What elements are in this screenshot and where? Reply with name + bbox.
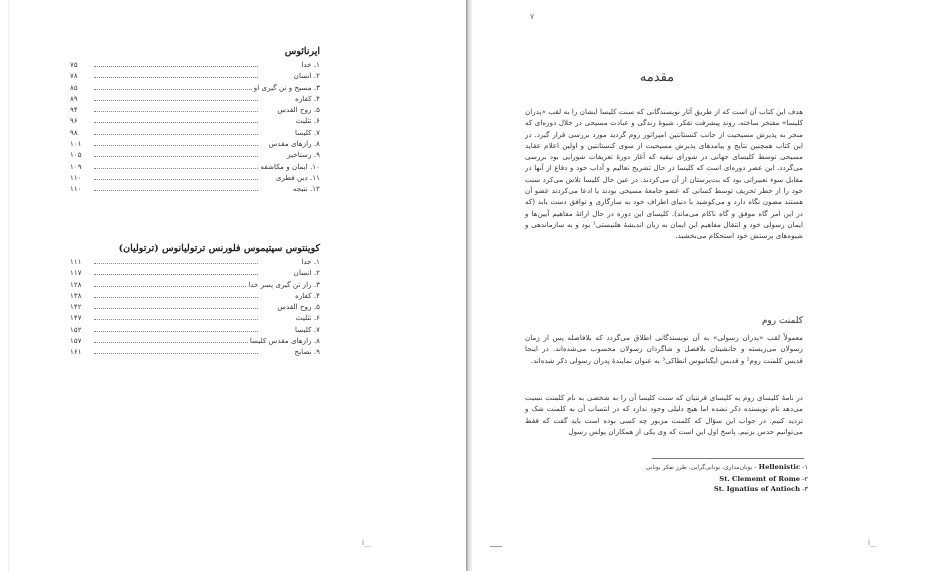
toc-entry-label: ۲. انسان [293,268,320,278]
toc-dot-leader [94,134,258,135]
toc-entry[interactable] [60,104,320,115]
toc-entry-label: ۸. رازهای مقدس کلیسا [249,336,320,346]
toc-entry[interactable] [60,82,320,93]
toc-dot-leader [94,111,258,112]
toc-entry[interactable] [60,279,320,290]
toc-section [60,242,320,358]
toc-entry-label: ۵. روح القدس [277,302,320,312]
toc-entry[interactable] [60,138,320,149]
footnote-item: ۳- St. Ignatius of Antioch [713,485,808,493]
toc-page-number: ۱۱۱ [70,257,82,266]
toc-entry[interactable] [60,267,320,278]
toc-dot-leader [94,168,258,169]
footnote-definition: یونان‌مداری، یونانی‌گرایی، طرز تفکر یونانی [645,464,753,471]
toc-entry-label: ۷. کلیسا [294,324,320,334]
toc-page-number: ۱۴۷ [70,313,82,323]
footnote-marker: ۲ [804,474,808,483]
toc-entry-label: ۶. تثلیث [295,313,320,323]
chapter-heading: مقدمه [639,70,675,85]
toc-page-number: ۱۱۷ [70,268,82,278]
toc-dot-leader [94,274,258,275]
toc-page-number: ۱۵۲ [70,324,82,334]
paragraph-2: معمولاً لقب «پدران رسولی» به آن نویسندگانی اطلاق می‌گردد که بلافاصله پس از زمان رسولان می‌زیسته و جانشینان بلافصل و شاگردان رسولان محسوب می‌شده‌اند. در اینجا قدیس کلمنت روم² و قدیس ایگناتیوس انطاکی³ به عنوان نمایندهٔ پدران رسولی ذکر شده‌اند. [525,333,803,365]
toc-entry-label: ۹. رستاخیز [287,150,320,160]
toc-page-number: ۹۶ [70,116,78,126]
footnote-rule [652,458,804,459]
footnote-latin-term: Hellenistic [758,463,801,471]
toc-dot-leader [94,263,258,264]
toc-dot-leader [94,156,258,157]
toc-entry[interactable] [60,256,320,267]
toc-section [60,45,320,195]
toc-entry[interactable] [60,115,320,126]
toc-dot-leader [94,353,258,354]
toc-entry-label: ۱۰. ایمان و مکاشفه [260,161,320,171]
toc-entry-label: ۱۲. نتیجه [292,184,320,194]
toc-dot-leader [94,308,258,309]
toc-entry-label: ۱۱. دین فطری [275,172,320,182]
toc-page-number: ۱۳۸ [70,290,82,300]
toc-dot-leader [94,66,258,67]
right-page [472,0,932,571]
footnote-latin-term: St. Clememt of Rome [719,474,801,483]
toc-entry[interactable] [60,324,320,335]
toc-dot-leader [94,342,258,343]
toc-entry[interactable] [60,301,320,312]
paragraph-3: در نامهٔ کلیسای روم به کلیسای قرنتیان که سنت کلیسا آن را به شخصی به نام کلمنت نسبت می‌دهد نام نویسنده ذکر نشده اما هیچ دلیلی وجود ندارد که در انتساب آن به کلمنت شک و تردید کنیم. در جواب این سؤال که کلمنت مزبور چه کسی بوده است باید گفت که فقط می‌توانیم حدس بزنیم. پاسخ اول این است که وی یکی از همکاران پولس رسول [525,393,803,436]
toc-entry[interactable] [60,172,320,183]
toc-page-number: ۱۰۹ [70,161,82,171]
toc-entry-label: ۶. تثلیث [295,116,320,126]
toc-entry[interactable] [60,290,320,301]
toc-entry[interactable] [60,335,320,346]
page-footer-mark: ا__ [362,539,371,547]
toc-section-title: کوینتوس سپتیموس فلورنس ترتولیانوس (ترتولیان) [118,243,320,254]
toc-entry[interactable] [60,149,320,160]
toc-page-number: ۱۶۱ [70,347,82,357]
toc-entry-label: ۲. انسان [293,71,320,81]
toc-entry-label: ۴. کفاره [295,93,320,103]
page-edge [8,0,9,571]
toc-entry[interactable] [60,161,320,172]
toc-dot-leader [94,122,258,123]
toc-dot-leader [94,145,258,146]
toc-section-title: ایرنائوس [284,46,320,57]
toc-dot-leader [94,190,258,191]
toc-entry-label: ۱. خدا [301,60,320,69]
toc-dot-leader [94,331,258,332]
toc-page-number: ۹۸ [70,127,78,137]
toc-page-number: ۸۹ [70,93,78,103]
toc-page-number: ۱۱۰ [70,184,82,194]
toc-page-number: ۱۰۱ [70,139,82,149]
toc-page-number: ۹۴ [70,105,78,115]
section-subheading: کلمنت روم [761,316,803,326]
toc-entry-label: ۱. خدا [301,257,320,266]
toc-entry-label: ۴. کفاره [295,290,320,300]
footer-rule-left [490,546,502,547]
toc-page-number: ۷۸ [70,71,78,81]
toc-entry[interactable] [60,312,320,323]
toc-page-number: ۸۵ [70,82,78,92]
footnote-item: ۲- St. Clememt of Rome [719,474,808,483]
toc-page-number: ۱۴۲ [70,302,82,312]
toc-entry-label: ۳. راز تن گیری پسر خدا [248,279,320,289]
footnotes [622,462,808,495]
toc-page-number: ۱۱۰ [70,172,82,182]
toc-entry[interactable] [60,70,320,81]
toc-dot-leader [94,100,258,101]
toc-page-number: ۷۵ [70,60,78,69]
footnote-latin-term: St. Ignatius of Antioch [713,485,801,493]
footnote-marker: ۱ [804,463,808,471]
intro-paragraph: هدف این کتاب آن است که از طریق آثار نویسندگانی که سنت کلیسا ایشان را به لقب «پدران کلیسا» مفتخر ساخته، روند پیشرفت تفکر، شیوهٔ زندگی و عبادت مسیحی در خلال دوره‌ای که منجر به پذیرش مسیحیت از جانب کنستانتین امپراتور روم گردید مورد بررسی قرار گیرد. در این کتاب همچنین نتایج و پیامدهای پذیرش مسیحیت از سوی کنستانتین و اولین اعلام عقاید مسیحی توسط کلیسای جهانی در شورای نیقیه که آغاز دورهٔ تعریفات شورایی بود بررسی می‌گردد. این عصر دوره‌ای است که کلیسا در حال تشریح تعالیم و آداب خود و دفاع از آنها در مقابل سوء تعبیراتی بود که بت‌پرستان از آن می‌کردند. در عین حال کلیسا تلاش می‌کرد سنت خود را از خطر تحریف توسط کسانی که عضو جامعهٔ مسیحی بودند یا ادعا می‌کردند عضو آن هستند مصون نگاه دارد و می‌کوشید با دنیای اطراف خود به سازگاری و توافق دست یابد (که در این امر گاه موفق و گاه ناکام می‌ماند). کلیسای این دوره در حال ارائهٔ مفاهیم آیین‌ها و ایمان رسولی خود و انتقال مفاهیم این ایمان به زبان اندیشهٔ هلنیستی¹ بود و به سازماندهی و شیوه‌های پرستش خود استحکام می‌بخشید. [525,107,803,241]
footnote-item: ۱- Hellenistic - یونان‌مداری، یونانی‌گرایی، طرز تفکر یونانی [645,463,808,471]
toc-page-number: ۱۰۵ [70,150,82,160]
page-footer-mark: ا__ [868,539,877,547]
toc-entry[interactable] [60,127,320,138]
toc-page-number: ۱۲۸ [70,279,82,289]
toc-dot-leader [94,77,258,78]
toc-entry[interactable] [60,93,320,104]
toc-entry-label: ۳. مسیح و تن گیری او [253,82,320,92]
footnote-marker: ۳ [804,485,808,493]
toc-dot-leader [94,297,258,298]
toc-entry[interactable] [60,346,320,357]
toc-entry-label: ۷. کلیسا [294,127,320,137]
toc-page-number: ۱۵۷ [70,336,82,346]
toc-entry[interactable] [60,183,320,194]
toc-entry[interactable] [60,59,320,70]
toc-dot-leader [94,89,258,90]
toc-entry-label: ۵. روح القدس [277,105,320,115]
toc-entry-label: ۸. رازهای مقدس [268,139,320,149]
toc-dot-leader [94,179,258,180]
toc-entry-label: ۹. نصایح [294,347,320,357]
page-number: ۷ [530,12,535,21]
toc-dot-leader [94,319,258,320]
toc-dot-leader [94,286,258,287]
